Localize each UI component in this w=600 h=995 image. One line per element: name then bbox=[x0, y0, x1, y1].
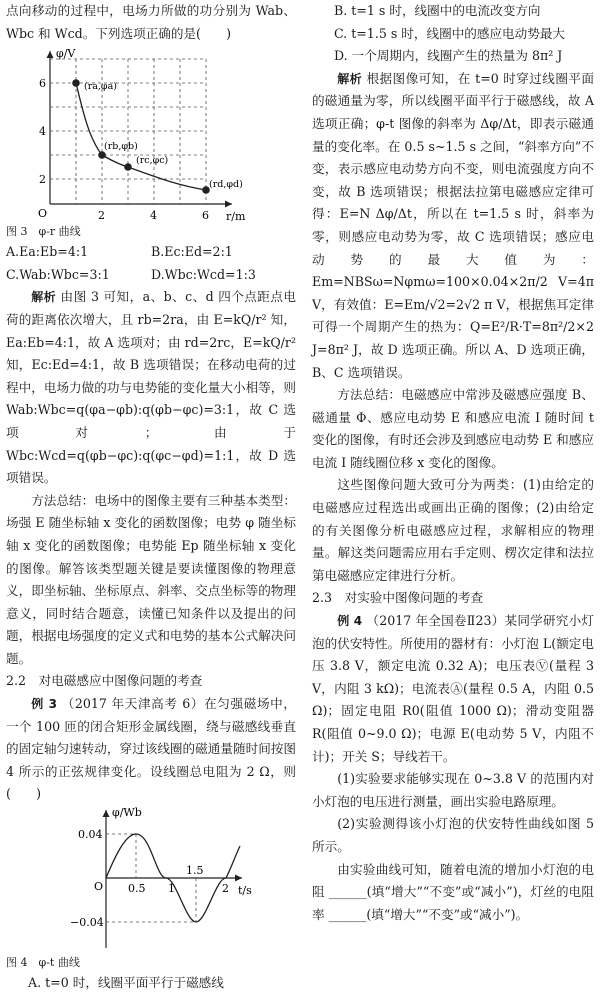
option-b-ex3: B. t=1 s 时，线圈中的电流改变方向 bbox=[334, 3, 541, 18]
option-b: B.Ec:Ed=2:1 bbox=[151, 244, 233, 260]
example-4-text: （2017 年全国卷Ⅱ23）某同学研究小灯泡的伏安特性。所使用的器材有：小灯泡 L(额定电压 3.8 V，额定电流 0.32 A)；电压表Ⓥ(量程 3 V，内阻 3 kΩ)；电流表Ⓐ(量程 0.5 A，内阻 0.5 Ω)；固定电阻 R0(阻值 1000 Ω)；滑动变阻器 R(阻值 0~9.0 Ω)；电源 E(电动势 5 V，内阻不计)；开关 S；导线若干。 bbox=[312, 613, 595, 764]
point-b bbox=[98, 151, 106, 159]
analysis-text: 由图 3 可知，a、b、c、d 四个点距点电荷的距离依次增大，且 rb=2ra，由 E=kQ/r² 知，Ea:Eb=4:1，故 A 选项对；由 rd=2rc，E=kQ/r² 知，Ec:Ed=4:1，故 B 选项错误；在移动电荷的过程中，电场力做的功与电势能的变化量大小相等，则 Wab:Wbc=q(φa−φb):q(φb−φc)=3:1，故 C 选项对；由于 Wbc:Wcd=q(φb−φc):q(φc−φd)=1:1，故 D 选项错误。 bbox=[6, 289, 296, 486]
figure-3-x-label: r/m bbox=[226, 210, 246, 224]
figure-4-origin: O bbox=[94, 880, 104, 894]
figure-3-y-label: φ/V bbox=[56, 47, 76, 61]
point-d-label: (rd,φd) bbox=[209, 179, 243, 191]
point-a bbox=[72, 79, 80, 87]
figure-3-chart bbox=[6, 45, 296, 223]
options-row-1 bbox=[6, 241, 296, 264]
option-c-ex3: C. t=1.5 s 时，线圈中的感应电动势最大 bbox=[334, 25, 566, 41]
figure-4-x-tick-2: 2 bbox=[222, 882, 229, 896]
example-4-paragraph bbox=[312, 610, 594, 768]
figure-4-y-tick-neg: −0.04 bbox=[70, 916, 104, 930]
example-4-label: 例 4 bbox=[337, 614, 363, 629]
option-a: A.Ea:Eb=4:1 bbox=[6, 244, 89, 260]
intro-paragraph: 点向移动的过程中，电场力所做的功分别为 Wab、Wbc 和 Wcd。下列选项正确的是( ) bbox=[6, 3, 296, 41]
point-a-label: (ra,φa) bbox=[84, 81, 117, 93]
figure-4-x-tick-1-5: 1.5 bbox=[186, 864, 204, 878]
section-heading-2-2: 2.2 对电磁感应中图像问题的考查 bbox=[6, 673, 203, 689]
figure-3-x-tick-4: 4 bbox=[150, 209, 157, 223]
example-3-label: 例 3 bbox=[31, 697, 57, 712]
point-c-label: (rc,φc) bbox=[136, 155, 169, 167]
figure-4-x-label: t/s bbox=[238, 884, 252, 898]
figure-3-y-tick-4: 4 bbox=[39, 125, 46, 139]
analysis-label-2: 解析 bbox=[337, 71, 363, 86]
problem-types-paragraph: 这些图像问题大致可分为两类：(1)由给定的电磁感应过程选出或画出正确的图像；(2)由给定的有关图像分析电磁感应过程，求解相应的物理量。解这类问题需应用右手定则、楞次定律和法拉第电磁感应定律进行分析。 bbox=[312, 477, 594, 583]
option-d-ex3: D. 一个周期内，线圈产生的热量为 8π² J bbox=[334, 48, 563, 64]
figure-4-chart bbox=[6, 806, 296, 954]
analysis-text-2: 根据图像可知，在 t=0 时穿过线圈平面的磁通量为零，所以线圈平面平行于磁感线，故 A 选项正确；φ-t 图像的斜率为 Δφ/Δt，即表示磁通量的变化率。在 0.5 s~1.5 s 之间，“斜率方向”不变，表示感应电动势方向不变，则电流强度方向不变，故 B 选项错误；根据法拉第电磁感应定律可得：E=N Δφ/Δt，所以在 t=1.5 s 时，斜率为零，则感应电动势为零，故 C 选项错误；感应电动势的最大值为：Em=NBSω=Nφmω=100×0.04×2π/2 V=4π V，有效值：E=Em/√2=2√2 π V，根据焦耳定律可得一个周期产生的热为：Q=E²/R·T=8π²/2×2 J=8π² J，故 D 选项正确。所以 A、D 选项正确，B、C 选项错误。 bbox=[312, 70, 594, 380]
option-c: C.Wab:Wbc=3:1 bbox=[6, 266, 110, 282]
figure-4-y-tick-pos: 0.04 bbox=[78, 828, 103, 842]
example-3-paragraph bbox=[6, 693, 296, 806]
figure-4-caption: 图 4 φ-t 曲线 bbox=[6, 956, 80, 970]
figure-3-origin: O bbox=[38, 207, 48, 221]
question-3: 由实验曲线可知，随着电流的增加小灯泡的电阻 ______(填“增大”“不变”或“减小”)，灯丝的电阻率 ______(填“增大”“不变”或“减小”)。 bbox=[312, 861, 594, 922]
example-3-text: （2017 年天津高考 6）在匀强磁场中，一个 100 匝的闭合矩形金属线圈，绕与磁感线垂直的固定轴匀速转动，穿过该线圈的磁通量随时间按图 4 所示的正弦规律变化。设线圈总电阻为 2 Ω，则( ) bbox=[6, 696, 296, 802]
point-b-label: (rb,φb) bbox=[104, 141, 138, 153]
method-summary-1: 方法总结：电场中的图像主要有三种基本类型：场强 E 随坐标轴 x 变化的函数图像；电势 φ 随坐标轴 x 变化的函数图像；电势能 Ep 随坐标轴 x 变化的图像。解答该类型题关键是要读懂图像的物理意义，即坐标轴、坐标原点、斜率、交点坐标等的物理意义，同时结合题意，读懂已知条件以及提出的问题，根据电场强度的定义式和电势的基本公式解决问题。 bbox=[6, 492, 296, 666]
figure-3-x-tick-2: 2 bbox=[98, 209, 105, 223]
option-a-ex3: A. t=0 时，线圈平面平行于磁感线 bbox=[28, 975, 224, 991]
figure-4-x-tick-0-5: 0.5 bbox=[128, 882, 146, 896]
section-heading-2-3: 2.3 对实验中图像问题的考查 bbox=[312, 590, 484, 606]
figure-3-y-tick-6: 6 bbox=[39, 77, 46, 91]
figure-4-y-label: φ/Wb bbox=[112, 806, 142, 820]
analysis-paragraph-2 bbox=[312, 68, 594, 384]
option-d: D.Wbc:Wcd=1:3 bbox=[151, 266, 256, 282]
figure-3-caption: 图 3 φ-r 曲线 bbox=[6, 225, 81, 239]
question-1: (1)实验要求能够实现在 0~3.8 V 的范围内对小灯泡的电压进行测量，画出实验电路原理。 bbox=[312, 771, 594, 809]
figure-3-y-tick-2: 2 bbox=[39, 173, 46, 187]
left-column bbox=[6, 0, 296, 995]
right-column bbox=[312, 0, 594, 926]
figure-3-curve bbox=[76, 83, 206, 190]
figure-3-x-tick-6: 6 bbox=[202, 209, 209, 223]
options-row-2 bbox=[6, 264, 296, 287]
method-summary-2: 方法总结：电磁感应中常涉及磁感应强度 B、磁通量 Φ、感应电动势 E 和感应电流 I 随时间 t 变化的图像，有时还会涉及到感应电动势 E 和感应电流 I 随线圈位移 x 变化的图像。 bbox=[312, 387, 594, 470]
figure-4-x-tick-1: 1 bbox=[168, 882, 175, 896]
analysis-label: 解析 bbox=[31, 290, 57, 305]
point-c bbox=[124, 163, 132, 171]
question-2: (2)实验测得该小灯泡的伏安特性曲线如图 5 所示。 bbox=[312, 816, 594, 854]
analysis-paragraph-1 bbox=[6, 286, 296, 489]
